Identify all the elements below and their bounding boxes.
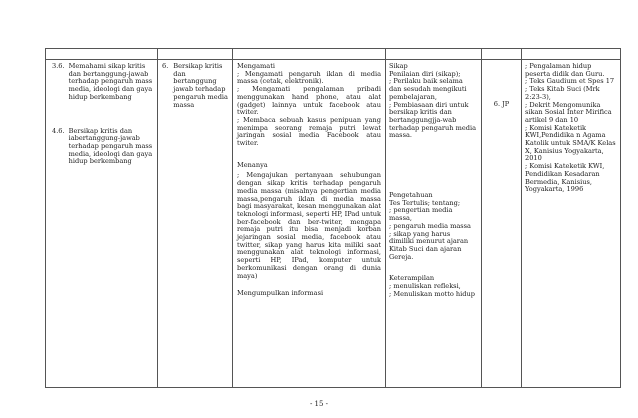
source-item: ; Komisi Kateketik KWI, Pendidikan Kesadaran Bermedia, Kanisius, Yogyakarta, 1996 [525,162,605,194]
pengetahuan-heading: Pengetahuan [389,191,433,200]
competency-number: 3.6. [52,62,65,70]
source-item: ; Pengalaman hidup peserta didik dan Guru. [525,62,605,78]
source-item: ; Komisi Kateketik KWI,Pendidika n Agama Katolik untuk SMA/K Kelas X, Kanisius Yogyakarta, 2010 [525,123,616,163]
menanya-heading: Menanya [237,160,268,169]
competency-3-6 [52,63,154,102]
list-item: ; Perilaku baik selama dan sesudah mengikuti pembelajaran, [389,77,467,101]
list-item: ; menuliskan refleksi, [389,282,461,291]
table-header-row [46,49,621,60]
pengetahuan-subheading: Tes Tertulis; tentang; [389,198,461,207]
list-item: ; pengertian media massa, [389,206,453,223]
time-allocation-cell [482,60,522,388]
learning-activities-cell [233,60,386,388]
competency-text: Bersikap kritis dan iabertanggung-jawab terhadap pengaruh mass media, ideologi dan gaya hidup berkembang [68,126,153,166]
list-item: ; Mengamati pengaruh iklan di media massa (cetak, elektronik). [237,69,381,86]
sikap-subheading: Penilaian diri (sikap); [389,69,461,78]
competency-number: 4.6. [52,126,65,135]
indicator-cell [158,60,233,388]
table-row [46,60,621,388]
list-item: ; Mengajukan pertanyaan sehubungan dengan sikap kritis terhadap pengaruh media massa (misalnya pengertian media massa,pengaruh iklan di media massa bagi masyarakat, kesan menggunakan alat teknologi informasi, seperti HP, IPad untuk ber-facebook dan ber-twiter, mengapa remaja putri itu bisa menjadi korban jejaringan sosial media, facebook atau twitter, sikap yang harus kita miliki saat menggunakan alat teknologi informasi, seperti HP, IPad, komputer untuk berkomunikasi dengan orang di dunia maya) [237,171,381,280]
list-item: ; Membaca sebuah kasus penipuan yang menimpa seorang remaja putri lewat jaringan sosial media Facebook atau twiter. [237,115,381,148]
page-number: - 15 - [309,400,329,408]
indicator-number: 6. [162,62,169,70]
competency-text: Memahami sikap kritis dan bertanggung-jawab terhadap pengaruh mass media, ideologi dan gaya hidup berkembang [68,62,153,101]
mengumpulkan-heading: Mengumpulkan informasi [237,289,324,298]
keterampilan-heading: Keterampilan [389,274,435,283]
list-item: ; pengaruh media massa [389,221,471,230]
mengamati-heading: Mengamati [237,62,275,70]
sikap-heading: Sikap [389,62,408,70]
list-item: ; Pembiasaan diri untuk bersikap kritis dan bertanggungjja-wab terhadap pengaruh media massa. [389,100,477,140]
source-item: ; Teks Kitab Suci (Mrk 2:23-3), [525,85,600,101]
competency-4-6 [52,128,154,167]
assessment-cell [386,60,482,388]
indicator-text: Bersikap kritis dan bertanggung jawab terhadap pengaruh media massa [173,62,228,109]
list-item: ; sikap yang harus dimiliki menurut ajaran Kitab Suci dan ajaran Gereja. [389,229,469,261]
list-item: ; Menuliskan motto hidup [389,289,475,298]
source-item: ; Dekrit Mengomunika sikan Sosial Inter Mirifica artikel 9 dan 10 [525,100,612,124]
syllabus-table [45,48,621,388]
source-item: ; Teks Gaudium et Spes 17 [525,77,615,86]
competency-cell [46,60,158,388]
time-allocation: 6. JP [493,100,510,108]
sources-cell [522,60,621,388]
indicator-item [162,63,229,109]
list-item: ; Mengamati pengalaman pribadi menggunakan hand phone, atau alat (gadget) lainnya untuk facebook atau twiter. [237,85,381,117]
